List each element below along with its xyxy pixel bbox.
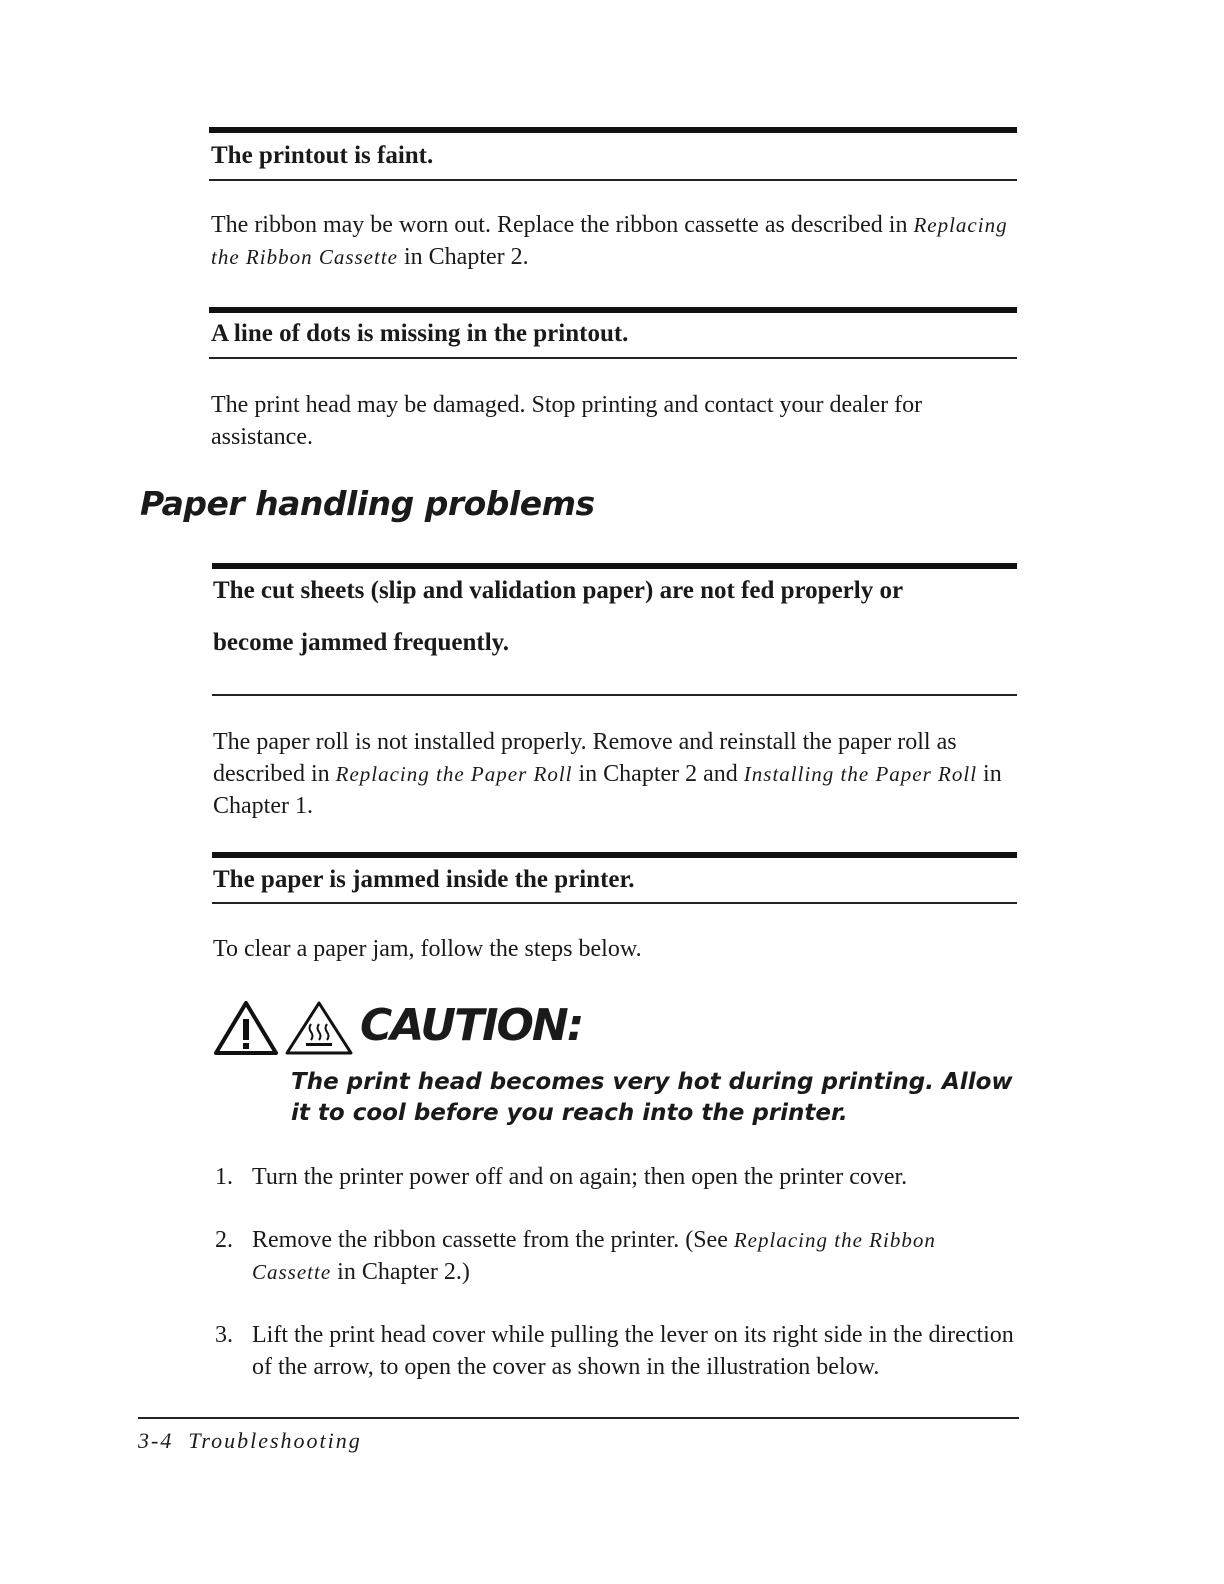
problem-body-dots: The print head may be damaged. Stop printing and contact your dealer for assistance.	[211, 392, 923, 450]
heading-rule-bottom	[209, 179, 1017, 181]
warning-triangle-icon	[213, 1000, 279, 1056]
problem-heading-dots: A line of dots is missing in the printout.	[211, 320, 629, 347]
heading-rule-top	[209, 307, 1017, 313]
problem-heading-faint: The printout is faint.	[211, 142, 434, 169]
problem-body-cut-sheets	[213, 726, 1018, 822]
step-number: 2.	[215, 1227, 233, 1253]
body-text: in Chapter 1.	[213, 761, 1002, 819]
problem-heading-jam: The paper is jammed inside the printer.	[213, 866, 635, 893]
step-number: 1.	[215, 1164, 233, 1190]
step-text-part: in Chapter 2.)	[331, 1259, 470, 1285]
heading-rule-bottom	[209, 357, 1017, 359]
footer-rule	[138, 1417, 1019, 1419]
body-text: The paper roll is not installed properly. Remove and reinstall the paper roll as described in	[213, 729, 957, 787]
problem-body-faint	[211, 209, 1011, 273]
heading-rule-top	[212, 563, 1017, 569]
footer-text	[138, 1428, 362, 1454]
chapter-reference: Replacing the Paper Roll	[335, 762, 573, 786]
step-number: 3.	[215, 1322, 233, 1348]
chapter-reference: Replacing the Ribbon Cassette	[211, 213, 1008, 269]
problem-body-jam: To clear a paper jam, follow the steps below.	[213, 936, 642, 962]
step-text	[252, 1224, 1012, 1288]
heading-rule-top	[212, 852, 1017, 858]
chapter-reference: Installing the Paper Roll	[743, 762, 978, 786]
chapter-reference: Replacing the Ribbon Cassette	[252, 1228, 936, 1284]
problem-heading-cut-sheets-line1: The cut sheets (slip and validation paper) are not fed properly or	[213, 577, 904, 604]
caution-title: CAUTION:	[360, 1000, 583, 1051]
footer-section: Troubleshooting	[188, 1428, 362, 1453]
step-text: Turn the printer power off and on again; then open the printer cover.	[252, 1164, 908, 1190]
step-text-part: Remove the ribbon cassette from the printer. (See	[252, 1227, 734, 1253]
heading-rule-bottom	[212, 694, 1017, 696]
body-text: The ribbon may be worn out. Replace the ribbon cassette as described in	[211, 212, 914, 238]
step-text: Lift the print head cover while pulling the lever on its right side in the direction of the arrow, to open the cover as shown in the illustration below.	[252, 1322, 1014, 1380]
heading-rule-top	[209, 127, 1017, 133]
hot-surface-icon	[284, 1000, 354, 1056]
body-text: in Chapter 2.	[397, 244, 529, 270]
section-title: Paper handling problems	[140, 484, 595, 523]
body-text: in Chapter 2 and	[572, 761, 744, 787]
caution-text: The print head becomes very hot during printing. Allow it to cool before you reach into the printer.	[291, 1069, 1013, 1126]
problem-heading-cut-sheets-line2: become jammed frequently.	[213, 629, 510, 656]
page-number: 3-4	[138, 1428, 174, 1453]
heading-rule-bottom	[212, 902, 1017, 904]
